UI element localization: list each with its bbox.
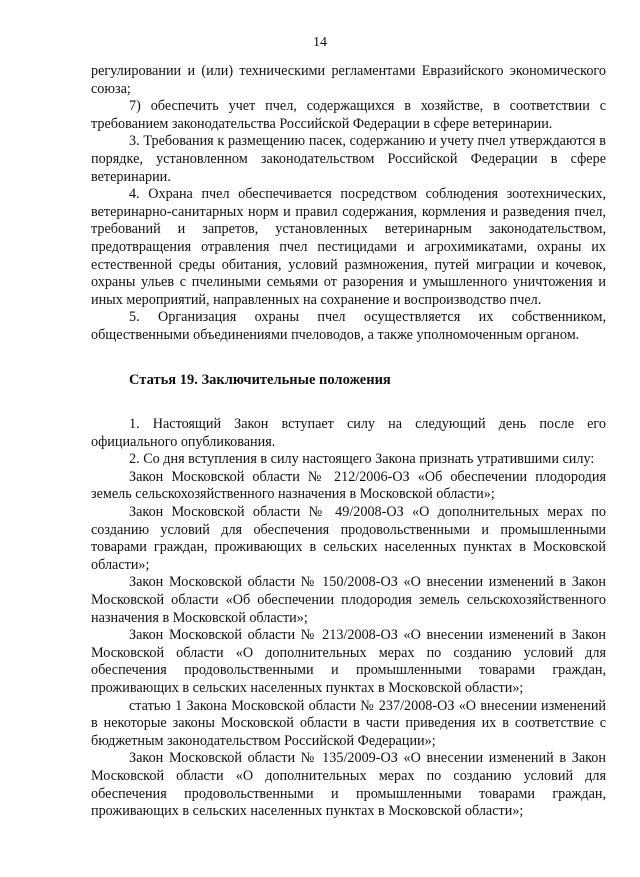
- document-body: [91, 63, 606, 821]
- spacer: [91, 389, 606, 416]
- paragraph-continuation: регулировании и (или) техническими регламентами Евразийского экономического союза;: [91, 63, 606, 97]
- repealed-law-135-2009: Закон Московской области № 135/2009-ОЗ «О внесении изменений в Закон Московской области «О дополнительных мерах по созданию условий для обеспечения продовольственными и промышленными товарами граждан, проживающих в сельских населенных пунктах в Московской области»;: [91, 750, 606, 820]
- paragraph-5: 5. Организация охраны пчел осуществляется их собственником, общественными объединениями пчеловодов, а также уполномоченным органом.: [91, 309, 606, 343]
- paragraph-article-1: 1. Настоящий Закон вступает силу на следующий день после его официального опубликования.: [91, 416, 606, 450]
- page-number: 14: [313, 35, 327, 50]
- paragraph-4: 4. Охрана пчел обеспечивается посредством соблюдения зоотехнических, ветеринарно-санитарных норм и правил содержания, кормления и разведения пчел, требований и запретов, установленных ветеринарным законодательством, предотвращения отравления пчел пестицидами и агрохимикатами, охраны их естественной среды обитания, условий размножения, путей миграции и кочевок, охраны ульев с пчелиными семьями от разорения и умышленного уничтожения и иных мероприятий, направленных на сохранение и воспроизводство пчел.: [91, 186, 606, 308]
- repealed-law-150-2008: Закон Московской области № 150/2008-ОЗ «О внесении изменений в Закон Московской области «Об обеспечении плодородия земель сельскохозяйственного назначения в Московской области»;: [91, 574, 606, 626]
- repealed-law-237-2008: статью 1 Закона Московской области № 237/2008-ОЗ «О внесении изменений в некоторые законы Московской области в части приведения их в соответствие с бюджетным законодательством Российской Федерации»;: [91, 697, 606, 749]
- paragraph-article-2: 2. Со дня вступления в силу настоящего Закона признать утратившими силу:: [129, 451, 595, 468]
- paragraph-3: 3. Требования к размещению пасек, содержанию и учету пчел утверждаются в порядке, установленном законодательством Российской Федерации в сфере ветеринарии.: [91, 133, 606, 185]
- spacer: [91, 345, 606, 372]
- repealed-law-213-2008: Закон Московской области № 213/2008-ОЗ «О внесении изменений в Закон Московской области «О дополнительных мерах по созданию условий для обеспечения продовольственными и промышленными товарами граждан, проживающих в сельских населенных пунктах в Московской области»;: [91, 627, 606, 696]
- paragraph-item-7: 7) обеспечить учет пчел, содержащихся в хозяйстве, в соответствии с требованием законодательства Российской Федерации в сфере ветеринарии.: [91, 98, 606, 132]
- repealed-law-212-2006: Закон Московской области № 212/2006-ОЗ «Об обеспечении плодородия земель сельскохозяйственного назначения в Московской области»;: [91, 468, 606, 503]
- repealed-law-49-2008: Закон Московской области № 49/2008-ОЗ «О дополнительных мерах по созданию условий для обеспечения продовольственными и промышленными товарами граждан, проживающих в сельских населенных пунктах в Московской области»;: [91, 504, 606, 573]
- article-heading: Статья 19. Заключительные положения: [129, 371, 391, 388]
